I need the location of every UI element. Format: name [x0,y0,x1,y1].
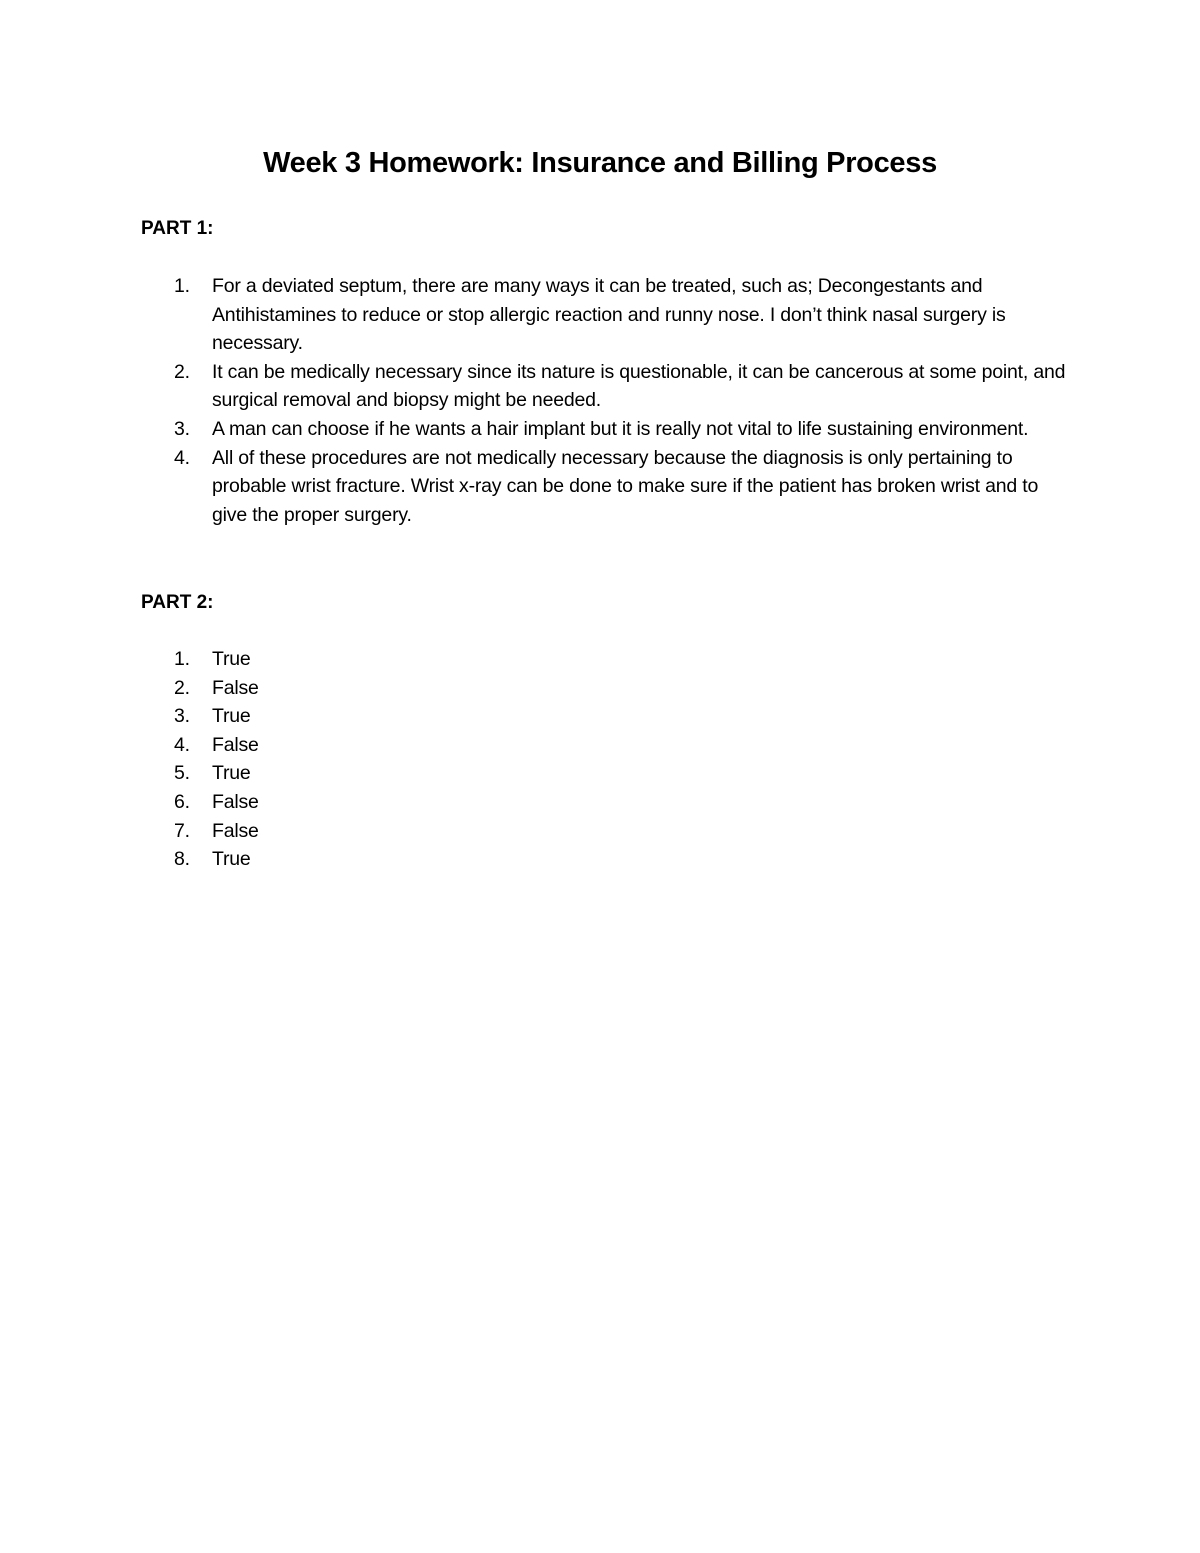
list-item-text: False [212,733,259,756]
list-item-text: A man can choose if he wants a hair implant but it is really not vital to life sustaining environment. [212,417,1029,440]
list-item-number: 5. [174,762,190,785]
list-item-number: 8. [174,848,190,871]
list-item [0,817,1200,846]
part2-list [0,645,1200,874]
list-item [0,444,1200,530]
list-item [0,788,1200,817]
list-item-number: 1. [174,275,190,297]
list-item [0,845,1200,874]
list-item-number: 6. [174,790,190,813]
list-item [0,358,1200,415]
list-item-text: True [212,705,251,728]
list-item-number: 4. [174,446,190,469]
list-item-number: 3. [174,417,190,440]
list-item-text: False [212,790,259,813]
part1-heading: PART 1: [141,218,214,239]
list-item-number: 4. [174,733,190,756]
list-item [0,645,1200,674]
list-item-text: True [212,848,251,871]
list-item-number: 2. [174,676,190,699]
list-item-number: 2. [174,360,190,383]
list-item [0,759,1200,788]
list-item-number: 7. [174,819,190,842]
part1-list [0,272,1200,529]
list-item-text: For a deviated septum, there are many ways it can be treated, such as; Decongestants and Antihistamines to reduce or stop allergic reaction and runny nose. I don’t think nasal surgery is necessary. [212,275,1006,355]
list-item-text: True [212,762,251,785]
list-item-text: False [212,819,259,842]
list-item-text: All of these procedures are not medically necessary because the diagnosis is only pertaining to probable wrist fracture. Wrist x-ray can be done to make sure if the patient has broken wrist and to give the proper surgery. [212,446,1039,526]
list-item-text: True [212,648,251,670]
list-item [0,272,1200,358]
list-item-text: It can be medically necessary since its nature is questionable, it can be cancerous at some point, and surgical removal and biopsy might be needed. [212,360,1066,412]
list-item-number: 1. [174,648,190,670]
list-item [0,731,1200,760]
list-item [0,415,1200,444]
list-item [0,702,1200,731]
list-item-number: 3. [174,705,190,728]
document-title: Week 3 Homework: Insurance and Billing Process [263,147,937,179]
list-item [0,674,1200,703]
part2-heading: PART 2: [141,592,214,613]
list-item-text: False [212,676,259,699]
